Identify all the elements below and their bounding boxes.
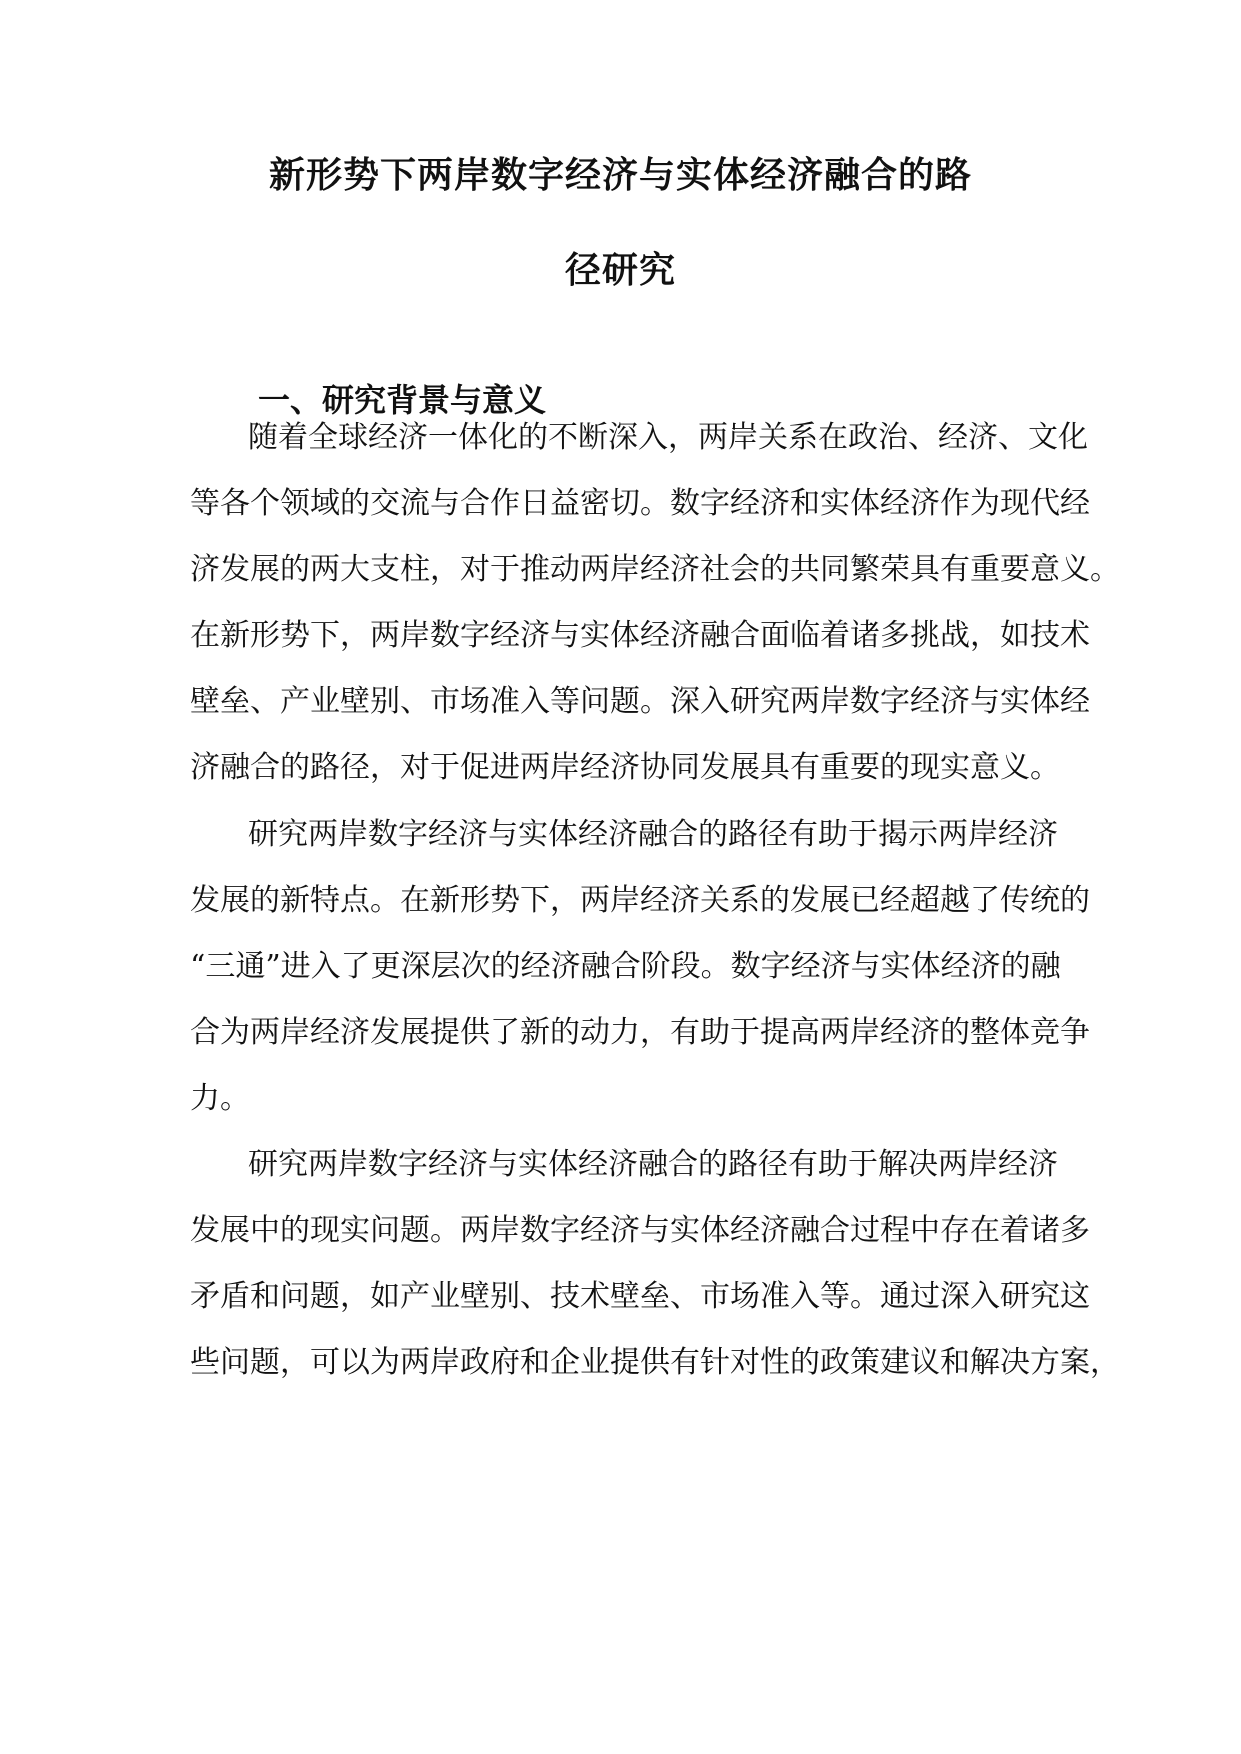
section-heading: 一、研究背景与意义 xyxy=(258,381,547,419)
paragraph-3-line-2: 发展中的现实问题。两岸数字经济与实体经济融合过程中存在着诸多 xyxy=(190,1213,1090,1248)
paragraph-3-line-1: 研究两岸数字经济与实体经济融合的路径有助于解决两岸经济 xyxy=(248,1147,1058,1182)
paragraph-3-line-3: 矛盾和问题，如产业壁别、技术壁垒、市场准入等。通过深入研究这 xyxy=(190,1279,1090,1314)
paragraph-1-line-4: 在新形势下，两岸数字经济与实体经济融合面临着诸多挑战，如技术 xyxy=(190,618,1090,653)
paragraph-2-line-1: 研究两岸数字经济与实体经济融合的路径有助于揭示两岸经济 xyxy=(248,817,1058,852)
paragraph-1-line-3: 济发展的两大支柱，对于推动两岸经济社会的共同繁荣具有重要意义。 xyxy=(190,552,1120,587)
paragraph-3-line-4: 些问题，可以为两岸政府和企业提供有针对性的政策建议和解决方案， xyxy=(190,1345,1120,1380)
paragraph-1-line-6: 济融合的路径，对于促进两岸经济协同发展具有重要的现实意义。 xyxy=(190,750,1060,785)
document-title-line-2: 径研究 xyxy=(564,249,676,291)
paragraph-1-line-2: 等各个领域的交流与合作日益密切。数字经济和实体经济作为现代经 xyxy=(190,486,1090,521)
paragraph-2-line-4: 合为两岸经济发展提供了新的动力，有助于提高两岸经济的整体竞争 xyxy=(190,1015,1090,1050)
document-title-line-1: 新形势下两岸数字经济与实体经济融合的路 xyxy=(268,154,972,196)
paragraph-2-line-3: “三通”进入了更深层次的经济融合阶段。数字经济与实体经济的融 xyxy=(190,949,1061,984)
paragraph-1-line-1: 随着全球经济一体化的不断深入，两岸关系在政治、经济、文化 xyxy=(248,420,1088,455)
paragraph-2-line-5: 力。 xyxy=(190,1081,250,1116)
paragraph-2-line-2: 发展的新特点。在新形势下，两岸经济关系的发展已经超越了传统的 xyxy=(190,883,1090,918)
paragraph-1-line-5: 壁垒、产业壁别、市场准入等问题。深入研究两岸数字经济与实体经 xyxy=(190,684,1090,719)
